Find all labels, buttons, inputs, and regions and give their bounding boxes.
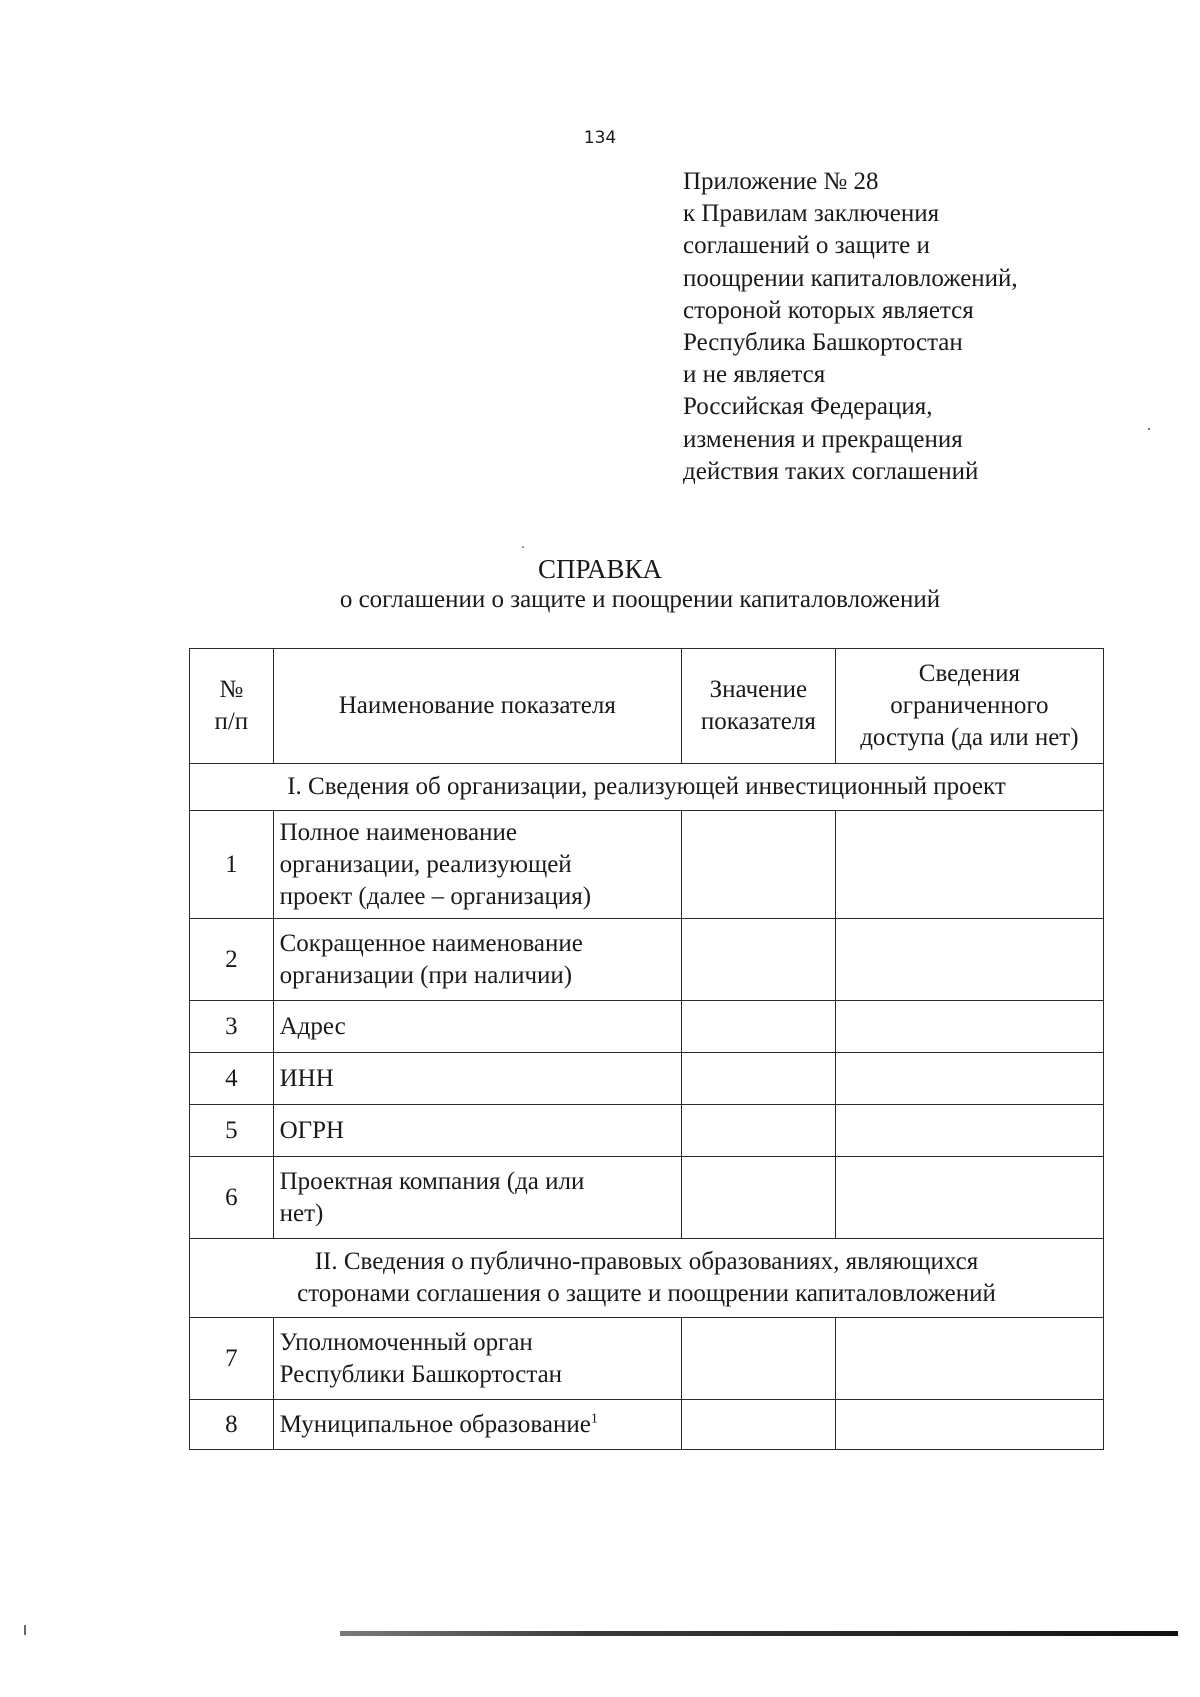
row-number: 5 (190, 1105, 274, 1157)
row-restricted-cell[interactable] (835, 1001, 1103, 1053)
row-restricted-cell[interactable] (835, 1053, 1103, 1105)
appendix-header (683, 166, 1153, 488)
scan-speck (1148, 428, 1150, 430)
row-indicator-name: ОГРН (273, 1105, 681, 1157)
table-row (190, 1053, 1104, 1105)
row-value-cell[interactable] (681, 1400, 835, 1450)
row-number: 8 (190, 1400, 274, 1450)
section-title: II. Сведения о публично-правовых образованиях, являющихся сторонами соглашения о защите и поощрении капиталовложений (190, 1239, 1104, 1318)
row-restricted-cell[interactable] (835, 919, 1103, 1001)
appendix-line: и не является (683, 361, 826, 389)
table-row (190, 811, 1104, 919)
scan-speck (522, 546, 524, 548)
row-indicator-name: Муниципальное образование$^1$ (273, 1400, 681, 1450)
table-row (190, 1318, 1104, 1400)
row-value-cell[interactable] (681, 1053, 835, 1105)
row-restricted-cell[interactable] (835, 1400, 1103, 1450)
row-number: 1 (190, 811, 274, 919)
appendix-line: Приложение № 28 (683, 168, 879, 195)
table-row (190, 1157, 1104, 1239)
table-row (190, 1001, 1104, 1053)
row-number: 4 (190, 1053, 274, 1105)
appendix-line: действия таких соглашений (683, 457, 979, 485)
appendix-line: соглашений о защите и (683, 232, 930, 260)
row-indicator-name: Сокращенное наименование организации (при наличии) (273, 919, 681, 1001)
appendix-line: к Правилам заключения (683, 200, 940, 228)
header-restricted-access: Сведения ограниченного доступа (да или нет) (835, 649, 1103, 764)
appendix-line: поощрении капиталовложений, (683, 264, 1018, 292)
table-row (190, 1400, 1104, 1450)
table-header-row (190, 649, 1104, 764)
header-number: № п/п (190, 649, 274, 764)
row-indicator-name: Адрес (273, 1001, 681, 1053)
row-value-cell[interactable] (681, 919, 835, 1001)
scan-edge-mark (24, 1625, 26, 1635)
row-number: 3 (190, 1001, 274, 1053)
appendix-line: Российская Федерация, (683, 393, 933, 421)
appendix-line: изменения и прекращения (683, 425, 963, 453)
row-restricted-cell[interactable] (835, 811, 1103, 919)
row-restricted-cell[interactable] (835, 1105, 1103, 1157)
row-indicator-name: Полное наименование организации, реализующей проект (далее – организация) (273, 811, 681, 919)
row-indicator-name: Проектная компания (да или нет) (273, 1157, 681, 1239)
row-value-cell[interactable] (681, 1157, 835, 1239)
row-number: 2 (190, 919, 274, 1001)
row-number: 6 (190, 1157, 274, 1239)
table-row (190, 1105, 1104, 1157)
appendix-line: стороной которых является (683, 296, 974, 324)
header-indicator-name: Наименование показателя (273, 649, 681, 764)
row-value-cell[interactable] (681, 1001, 835, 1053)
page-number: 134 (583, 128, 617, 148)
section-row (190, 1239, 1104, 1318)
document-title: СПРАВКА (537, 554, 663, 584)
footnote-marker[interactable]: 1 (590, 1411, 598, 1427)
section-row (190, 764, 1104, 811)
row-number: 7 (190, 1318, 274, 1400)
document-subtitle: о соглашении о защите и поощрении капиталовложений (339, 586, 941, 613)
header-indicator-value: Значение показателя (681, 649, 835, 764)
row-restricted-cell[interactable] (835, 1157, 1103, 1239)
row-restricted-cell[interactable] (835, 1318, 1103, 1400)
scan-edge-bar (340, 1631, 1178, 1636)
row-indicator-name: ИНН (273, 1053, 681, 1105)
info-table (189, 648, 1104, 1450)
section-title: I. Сведения об организации, реализующей инвестиционный проект (190, 764, 1104, 811)
row-value-cell[interactable] (681, 1318, 835, 1400)
table-row (190, 919, 1104, 1001)
row-value-cell[interactable] (681, 811, 835, 919)
row-indicator-name: Уполномоченный орган Республики Башкортостан (273, 1318, 681, 1400)
appendix-line: Республика Башкортостан (683, 329, 963, 357)
row-value-cell[interactable] (681, 1105, 835, 1157)
